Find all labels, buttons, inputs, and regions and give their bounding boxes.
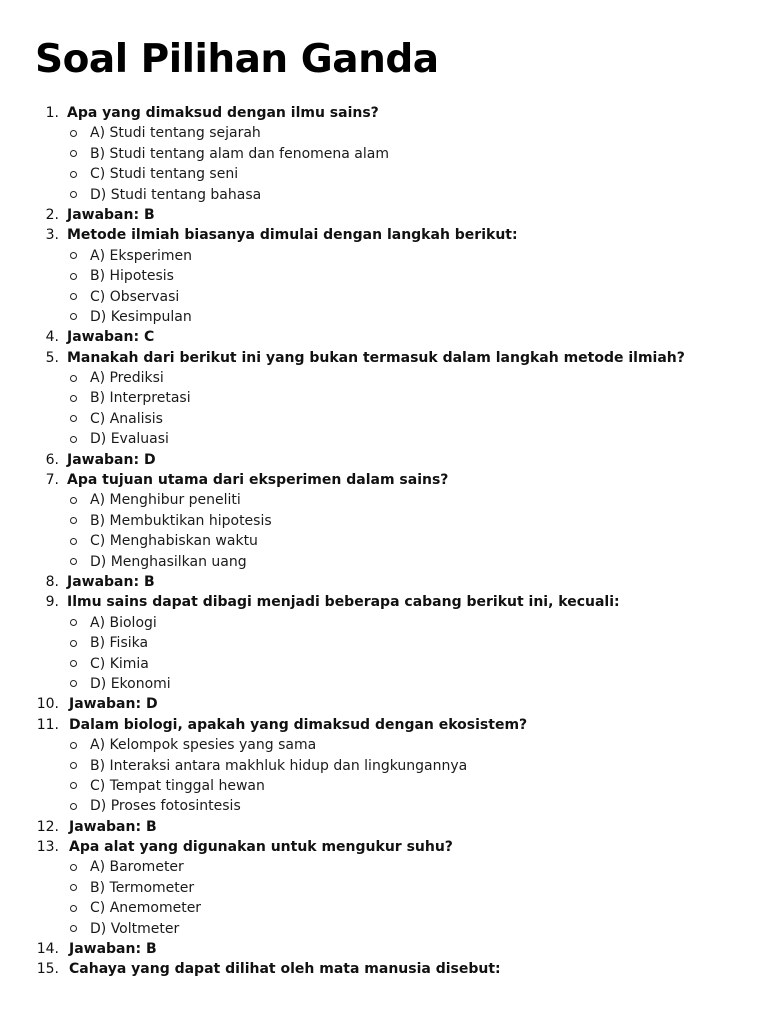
question-item bbox=[0, 572, 768, 592]
circle-bullet-icon bbox=[70, 782, 77, 789]
item-number: 14. bbox=[36, 941, 59, 958]
circle-bullet-icon bbox=[70, 660, 77, 667]
option-text: A) Biologi bbox=[90, 614, 157, 631]
question-item bbox=[0, 817, 768, 837]
circle-bullet-icon bbox=[70, 538, 77, 545]
option-text: B) Hipotesis bbox=[90, 268, 174, 285]
option-item bbox=[0, 246, 768, 266]
option-text: B) Membuktikan hipotesis bbox=[90, 512, 272, 529]
item-number: 12. bbox=[36, 818, 59, 835]
option-text: A) Kelompok spesies yang sama bbox=[90, 737, 317, 754]
circle-bullet-icon bbox=[70, 171, 77, 178]
option-text: D) Menghasilkan uang bbox=[90, 553, 247, 570]
item-number: 13. bbox=[36, 839, 59, 856]
item-number: 2. bbox=[45, 206, 59, 223]
item-text: Manakah dari berikut ini yang bukan termasuk dalam langkah metode ilmiah? bbox=[67, 349, 685, 366]
option-text: D) Studi tentang bahasa bbox=[90, 186, 262, 203]
option-item bbox=[0, 409, 768, 429]
circle-bullet-icon bbox=[70, 415, 77, 422]
option-text: C) Studi tentang seni bbox=[90, 166, 239, 183]
item-text: Jawaban: B bbox=[67, 206, 155, 223]
option-item bbox=[0, 307, 768, 327]
option-text: C) Observasi bbox=[90, 288, 180, 305]
option-item bbox=[0, 898, 768, 918]
option-item bbox=[0, 490, 768, 510]
option-text: C) Tempat tinggal hewan bbox=[90, 777, 265, 794]
circle-bullet-icon bbox=[70, 925, 77, 932]
option-text: B) Studi tentang alam dan fenomena alam bbox=[90, 145, 389, 162]
option-item bbox=[0, 756, 768, 776]
item-number: 4. bbox=[45, 329, 59, 346]
item-text: Apa yang dimaksud dengan ilmu sains? bbox=[67, 105, 379, 121]
option-item bbox=[0, 919, 768, 939]
circle-bullet-icon bbox=[70, 640, 77, 647]
option-item bbox=[0, 185, 768, 205]
page-title: Soal Pilihan Ganda bbox=[35, 37, 439, 82]
circle-bullet-icon bbox=[70, 864, 77, 871]
question-item bbox=[0, 694, 768, 714]
option-text: C) Kimia bbox=[90, 655, 149, 672]
circle-bullet-icon bbox=[70, 619, 77, 626]
circle-bullet-icon bbox=[70, 905, 77, 912]
item-text: Cahaya yang dapat dilihat oleh mata manusia disebut: bbox=[69, 961, 501, 978]
option-text: A) Menghibur peneliti bbox=[90, 492, 241, 509]
question-item bbox=[0, 939, 768, 959]
circle-bullet-icon bbox=[70, 150, 77, 157]
option-item bbox=[0, 164, 768, 184]
item-number: 15. bbox=[36, 961, 59, 978]
option-text: B) Interaksi antara makhluk hidup dan lingkungannya bbox=[90, 757, 468, 774]
option-text: C) Analisis bbox=[90, 410, 163, 427]
item-text: Jawaban: B bbox=[69, 941, 157, 958]
option-item bbox=[0, 368, 768, 388]
circle-bullet-icon bbox=[70, 762, 77, 769]
option-text: B) Fisika bbox=[90, 635, 149, 652]
item-text: Dalam biologi, apakah yang dimaksud dengan ekosistem? bbox=[69, 716, 528, 733]
option-item bbox=[0, 735, 768, 755]
item-text: Jawaban: D bbox=[69, 696, 158, 713]
item-number: 10. bbox=[36, 696, 59, 713]
circle-bullet-icon bbox=[70, 130, 77, 137]
item-text: Jawaban: B bbox=[67, 573, 155, 590]
option-item bbox=[0, 266, 768, 286]
option-text: D) Voltmeter bbox=[90, 920, 180, 937]
item-text: Apa tujuan utama dari eksperimen dalam sains? bbox=[67, 472, 449, 489]
option-text: A) Barometer bbox=[90, 859, 184, 876]
option-item bbox=[0, 287, 768, 307]
option-text: B) Interpretasi bbox=[90, 390, 191, 407]
option-item bbox=[0, 613, 768, 633]
option-item bbox=[0, 633, 768, 653]
option-text: D) Evaluasi bbox=[90, 431, 169, 448]
option-text: B) Termometer bbox=[90, 879, 195, 896]
option-text: A) Prediksi bbox=[90, 370, 164, 387]
question-item bbox=[0, 959, 768, 979]
question-item bbox=[0, 470, 768, 490]
item-text: Jawaban: D bbox=[67, 451, 156, 468]
option-item bbox=[0, 388, 768, 408]
option-text: C) Anemometer bbox=[90, 900, 202, 917]
circle-bullet-icon bbox=[70, 293, 77, 300]
option-text: D) Kesimpulan bbox=[90, 308, 192, 325]
option-item bbox=[0, 796, 768, 816]
circle-bullet-icon bbox=[70, 884, 77, 891]
option-item bbox=[0, 674, 768, 694]
question-item bbox=[0, 225, 768, 245]
option-text: D) Ekonomi bbox=[90, 675, 171, 692]
circle-bullet-icon bbox=[70, 680, 77, 687]
question-item bbox=[0, 327, 768, 347]
question-item bbox=[0, 103, 768, 123]
question-item bbox=[0, 715, 768, 735]
option-text: A) Studi tentang sejarah bbox=[90, 125, 261, 142]
question-item bbox=[0, 592, 768, 612]
item-number: 3. bbox=[45, 227, 59, 244]
option-item bbox=[0, 857, 768, 877]
question-item bbox=[0, 348, 768, 368]
option-text: C) Menghabiskan waktu bbox=[90, 533, 258, 550]
option-item bbox=[0, 531, 768, 551]
option-text: A) Eksperimen bbox=[90, 247, 193, 264]
circle-bullet-icon bbox=[70, 558, 77, 565]
item-number: 5. bbox=[45, 349, 59, 366]
item-number: 7. bbox=[45, 472, 59, 489]
item-text: Ilmu sains dapat dibagi menjadi beberapa cabang berikut ini, kecuali: bbox=[67, 594, 620, 611]
circle-bullet-icon bbox=[70, 436, 77, 443]
question-list bbox=[0, 103, 768, 980]
option-text: D) Proses fotosintesis bbox=[90, 798, 241, 815]
option-item bbox=[0, 878, 768, 898]
item-text: Apa alat yang digunakan untuk mengukur suhu? bbox=[69, 839, 453, 856]
option-item bbox=[0, 776, 768, 796]
circle-bullet-icon bbox=[70, 375, 77, 382]
circle-bullet-icon bbox=[70, 517, 77, 524]
question-item bbox=[0, 450, 768, 470]
circle-bullet-icon bbox=[70, 191, 77, 198]
item-number: 1. bbox=[45, 105, 59, 121]
item-number: 11. bbox=[36, 716, 59, 733]
circle-bullet-icon bbox=[70, 252, 77, 259]
question-item bbox=[0, 837, 768, 857]
option-item bbox=[0, 429, 768, 449]
option-item bbox=[0, 511, 768, 531]
item-number: 6. bbox=[45, 451, 59, 468]
item-text: Metode ilmiah biasanya dimulai dengan langkah berikut: bbox=[67, 227, 518, 244]
item-number: 9. bbox=[45, 594, 59, 611]
circle-bullet-icon bbox=[70, 395, 77, 402]
option-item bbox=[0, 144, 768, 164]
circle-bullet-icon bbox=[70, 803, 77, 810]
item-text: Jawaban: B bbox=[69, 818, 157, 835]
question-item bbox=[0, 205, 768, 225]
item-number: 8. bbox=[45, 573, 59, 590]
option-item bbox=[0, 654, 768, 674]
option-item bbox=[0, 123, 768, 143]
circle-bullet-icon bbox=[70, 497, 77, 504]
item-text: Jawaban: C bbox=[67, 329, 155, 346]
circle-bullet-icon bbox=[70, 313, 77, 320]
circle-bullet-icon bbox=[70, 273, 77, 280]
option-item bbox=[0, 552, 768, 572]
circle-bullet-icon bbox=[70, 742, 77, 749]
